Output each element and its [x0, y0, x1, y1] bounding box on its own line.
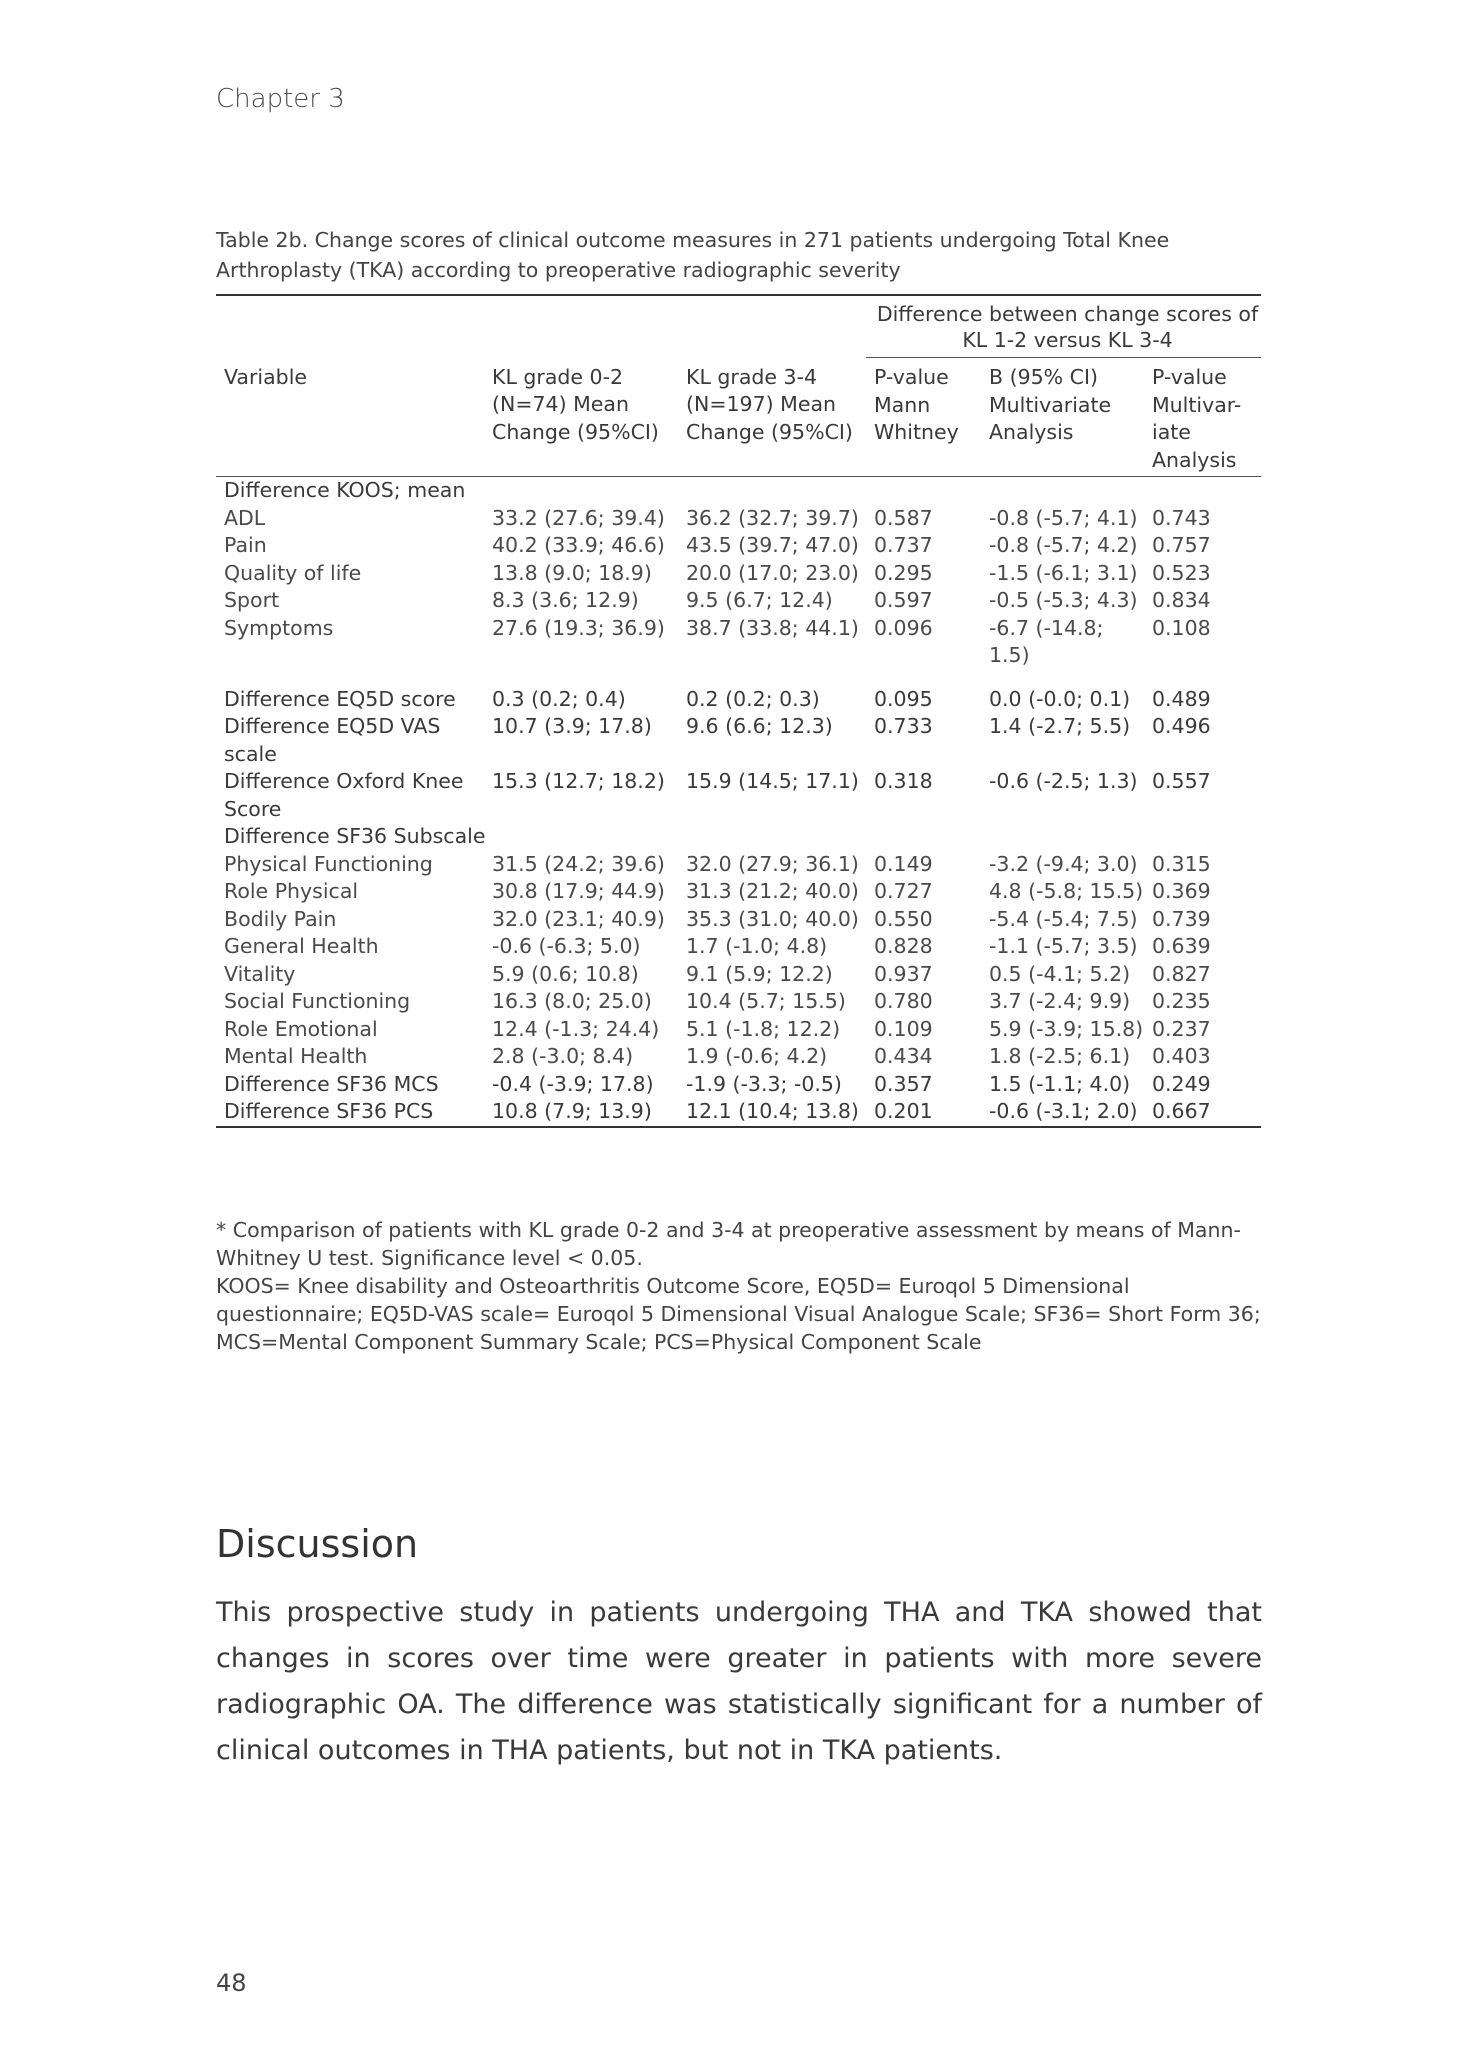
table-caption-text: Change scores of clinical outcome measures in 271 patients undergoing Total Knee Arthroplasty (TKA) according to preoperative radiographic severity	[216, 228, 1170, 282]
table-cell: 40.2 (33.9; 46.6)	[492, 533, 665, 557]
table-cell: 0.667	[1144, 1098, 1261, 1127]
table-cell: 0.095	[874, 686, 933, 711]
table-row	[216, 988, 1261, 1016]
table-cell: -0.5 (-5.3; 4.3)	[989, 588, 1138, 612]
koos-section-header: Difference KOOS; mean	[224, 478, 466, 502]
table-cell: Quality of life	[224, 560, 362, 585]
table-cell: -1.5 (-6.1; 3.1)	[989, 560, 1138, 585]
table-cell: 43.5 (39.7; 47.0)	[686, 533, 859, 557]
table-cell: Social Functioning	[224, 989, 411, 1013]
column-header: Variable	[216, 358, 484, 477]
table-cell: 0.295	[874, 560, 933, 585]
table-cell: Difference SF36 MCS	[224, 1071, 439, 1096]
table-cell: 36.2 (32.7; 39.7)	[686, 505, 859, 530]
table-cell: -0.6 (-2.5; 1.3)	[989, 769, 1138, 793]
table-cell: -1.1 (-5.7; 3.5)	[989, 934, 1138, 958]
table-cell: Mental Health	[224, 1044, 368, 1068]
table-cell: -0.6 (-6.3; 5.0)	[492, 934, 641, 958]
table-cell: 1.4 (-2.7; 5.5)	[989, 714, 1131, 738]
table-cell: 5.9 (0.6; 10.8)	[492, 961, 639, 986]
table-cell: 0.757	[1152, 533, 1211, 557]
table-cell: -6.7 (-14.8; 1.5)	[989, 615, 1104, 667]
table-cell: -1.9 (-3.3; -0.5)	[686, 1071, 842, 1096]
table-cell: 31.5 (24.2; 39.6)	[492, 851, 665, 876]
table-cell: 0.937	[874, 961, 933, 986]
table-cell: Role Emotional	[224, 1016, 378, 1041]
table-cell: 0.2 (0.2; 0.3)	[686, 686, 820, 711]
column-header: B (95% CI) Multivariate Analysis	[981, 358, 1144, 477]
table-caption-label: Table 2b.	[216, 228, 309, 252]
table-cell: 1.7 (-1.0; 4.8)	[686, 934, 828, 958]
table-cell: 1.5 (-1.1; 4.0)	[989, 1071, 1131, 1096]
table-cell: 12.4 (-1.3; 24.4)	[492, 1016, 660, 1041]
table-row	[216, 713, 1261, 768]
table-cell: 0.249	[1152, 1071, 1211, 1096]
table-cell: 0.739	[1152, 906, 1211, 931]
table-row	[216, 1016, 1261, 1044]
table-cell: 38.7 (33.8; 44.1)	[686, 615, 859, 640]
table-cell: 0.523	[1152, 560, 1211, 585]
table-cell: 15.3 (12.7; 18.2)	[492, 769, 665, 793]
table-cell: 8.3 (3.6; 12.9)	[492, 588, 639, 612]
column-header: P-value Mann Whitney	[866, 358, 981, 477]
table-cell: 15.9 (14.5; 17.1)	[686, 769, 859, 793]
table-row	[216, 615, 1261, 670]
table-row	[216, 961, 1261, 989]
table-cell: Role Physical	[224, 879, 359, 903]
table-cell: 10.4 (5.7; 15.5)	[686, 989, 846, 1013]
table-cell: 9.6 (6.6; 12.3)	[686, 714, 833, 738]
table-cell: Difference Oxford Knee Score	[224, 769, 464, 821]
table-cell: 30.8 (17.9; 44.9)	[492, 879, 665, 903]
table-cell: 32.0 (27.9; 36.1)	[686, 851, 859, 876]
table-caption	[216, 225, 1266, 285]
table-cell: 0.149	[874, 851, 933, 876]
table-cell: 10.8 (7.9; 13.9)	[484, 1098, 678, 1127]
table-cell: -3.2 (-9.4; 3.0)	[989, 851, 1138, 876]
table-cell: 0.369	[1152, 879, 1211, 903]
table-cell: 0.315	[1152, 851, 1211, 876]
table-cell: -0.4 (-3.9; 17.8)	[492, 1071, 654, 1096]
table-cell: 9.5 (6.7; 12.4)	[686, 588, 833, 612]
table-cell: 10.7 (3.9; 17.8)	[492, 714, 652, 738]
table-cell: Pain	[224, 533, 267, 557]
table-footnote	[216, 1216, 1266, 1356]
table-cell: 33.2 (27.6; 39.4)	[492, 505, 665, 530]
table-cell: -0.8 (-5.7; 4.2)	[989, 533, 1138, 557]
table-cell: 0.489	[1152, 686, 1211, 711]
footnote-significance: * Comparison of patients with KL grade 0-2 and 3-4 at preoperative assessment by means of Mann-Whitney U test. Significance level < 0.05.	[216, 1218, 1241, 1270]
table-cell: 3.7 (-2.4; 9.9)	[989, 989, 1131, 1013]
table-cell: 0.3 (0.2; 0.4)	[492, 686, 626, 711]
table-cell: -0.8 (-5.7; 4.1)	[989, 505, 1138, 530]
table-cell: 0.357	[874, 1071, 933, 1096]
table-cell: 9.1 (5.9; 12.2)	[686, 961, 833, 986]
sf36-section-header: Difference SF36 Subscale	[224, 824, 486, 848]
table-cell: 32.0 (23.1; 40.9)	[492, 906, 665, 931]
table-cell: 0.096	[874, 615, 933, 640]
table-cell: 0.834	[1152, 588, 1211, 612]
table-cell: Sport	[224, 588, 280, 612]
page-number: 48	[216, 1969, 247, 1997]
table-cell: Difference EQ5D score	[224, 686, 456, 711]
table-cell: 0.737	[874, 533, 933, 557]
table-cell: 0.0 (-0.0; 0.1)	[989, 686, 1131, 711]
column-header: P-value Multivar-iate Analysis	[1144, 358, 1261, 477]
group-header: Difference between change scores of KL 1-2 versus KL 3-4	[866, 296, 1261, 358]
table-cell: 31.3 (21.2; 40.0)	[686, 879, 859, 903]
table-cell: 16.3 (8.0; 25.0)	[492, 989, 652, 1013]
table-cell: -0.6 (-3.1; 2.0)	[981, 1098, 1144, 1127]
table-cell: 0.597	[874, 588, 933, 612]
table-row	[216, 933, 1261, 961]
table-row	[216, 768, 1261, 823]
body-paragraph: This prospective study in patients undergoing THA and TKA showed that changes in scores over time were greater in patients with more severe radiographic OA. The difference was statistically significant for a number of clinical outcomes in THA patients, but not in TKA patients.	[216, 1597, 1262, 1766]
table-cell: 5.1 (-1.8; 12.2)	[686, 1016, 841, 1041]
table-cell: -5.4 (-5.4; 7.5)	[989, 906, 1138, 931]
table-cell: 27.6 (19.3; 36.9)	[492, 615, 665, 640]
table-cell: Physical Functioning	[224, 851, 433, 876]
chapter-header: Chapter 3	[216, 84, 345, 114]
table-cell: 0.828	[874, 934, 933, 958]
table-cell: 0.496	[1152, 714, 1211, 738]
table-row	[216, 505, 1261, 533]
table-row	[216, 1071, 1261, 1099]
table-cell: 0.743	[1152, 505, 1211, 530]
table-cell: General Health	[224, 934, 379, 958]
column-header: KL grade 3-4 (N=197) Mean Change (95%CI)	[678, 358, 866, 477]
footnote-abbreviations: KOOS= Knee disability and Osteoarthritis Outcome Score, EQ5D= Euroqol 5 Dimensional questionnaire; EQ5D-VAS scale= Euroqol 5 Dimensional Visual Analogue Scale; SF36= Short Form 36; MCS=Mental Component Summary Scale; PCS=Physical Component Scale	[216, 1274, 1261, 1354]
table-row	[216, 587, 1261, 615]
table-row	[216, 560, 1261, 588]
table-cell: 4.8 (-5.8; 15.5)	[989, 879, 1144, 903]
table-cell: Vitality	[224, 961, 296, 986]
table-cell: 0.827	[1152, 961, 1211, 986]
table-cell: ADL	[224, 505, 266, 530]
table-cell: 0.318	[874, 769, 933, 793]
table-row	[216, 906, 1261, 934]
table-cell: 0.780	[874, 989, 933, 1013]
table-row	[216, 686, 1261, 714]
table-cell: 0.727	[874, 879, 933, 903]
table-cell: 1.8 (-2.5; 6.1)	[989, 1044, 1131, 1068]
table-row	[216, 851, 1261, 879]
table-cell: Difference EQ5D VAS scale	[224, 714, 441, 766]
section-heading: Discussion	[216, 1521, 419, 1566]
table-body	[216, 477, 1261, 1127]
table-cell: 2.8 (-3.0; 8.4)	[492, 1044, 634, 1068]
table-cell: 0.550	[874, 906, 933, 931]
table-cell: 0.235	[1152, 989, 1211, 1013]
table-cell: Symptoms	[224, 615, 334, 640]
table-cell: 13.8 (9.0; 18.9)	[492, 560, 652, 585]
table-cell: 0.557	[1152, 769, 1211, 793]
table-cell: 0.237	[1152, 1016, 1211, 1041]
table-cell: Bodily Pain	[224, 906, 337, 931]
column-header: KL grade 0-2 (N=74) Mean Change (95%CI)	[484, 358, 678, 477]
table-cell: 0.201	[866, 1098, 981, 1127]
table-cell: 0.5 (-4.1; 5.2)	[989, 961, 1131, 986]
table-row	[216, 532, 1261, 560]
table-cell: Difference SF36 PCS	[216, 1098, 484, 1127]
table-cell: 0.587	[874, 505, 933, 530]
table-cell: 1.9 (-0.6; 4.2)	[686, 1044, 828, 1068]
table-row	[216, 1098, 1261, 1127]
table-cell: 20.0 (17.0; 23.0)	[686, 560, 859, 585]
table-row	[216, 878, 1261, 906]
table-cell: 0.733	[874, 714, 933, 738]
table-cell: 0.109	[874, 1016, 933, 1041]
table-cell: 5.9 (-3.9; 15.8)	[989, 1016, 1144, 1041]
table-row	[216, 1043, 1261, 1071]
table-cell: 12.1 (10.4; 13.8)	[678, 1098, 866, 1127]
results-table	[216, 294, 1261, 1128]
table-cell: 0.403	[1152, 1044, 1211, 1068]
table-cell: 0.108	[1152, 615, 1211, 640]
table-cell: 0.639	[1152, 934, 1211, 958]
table-cell: 0.434	[874, 1044, 933, 1068]
table-cell: 35.3 (31.0; 40.0)	[686, 906, 859, 931]
